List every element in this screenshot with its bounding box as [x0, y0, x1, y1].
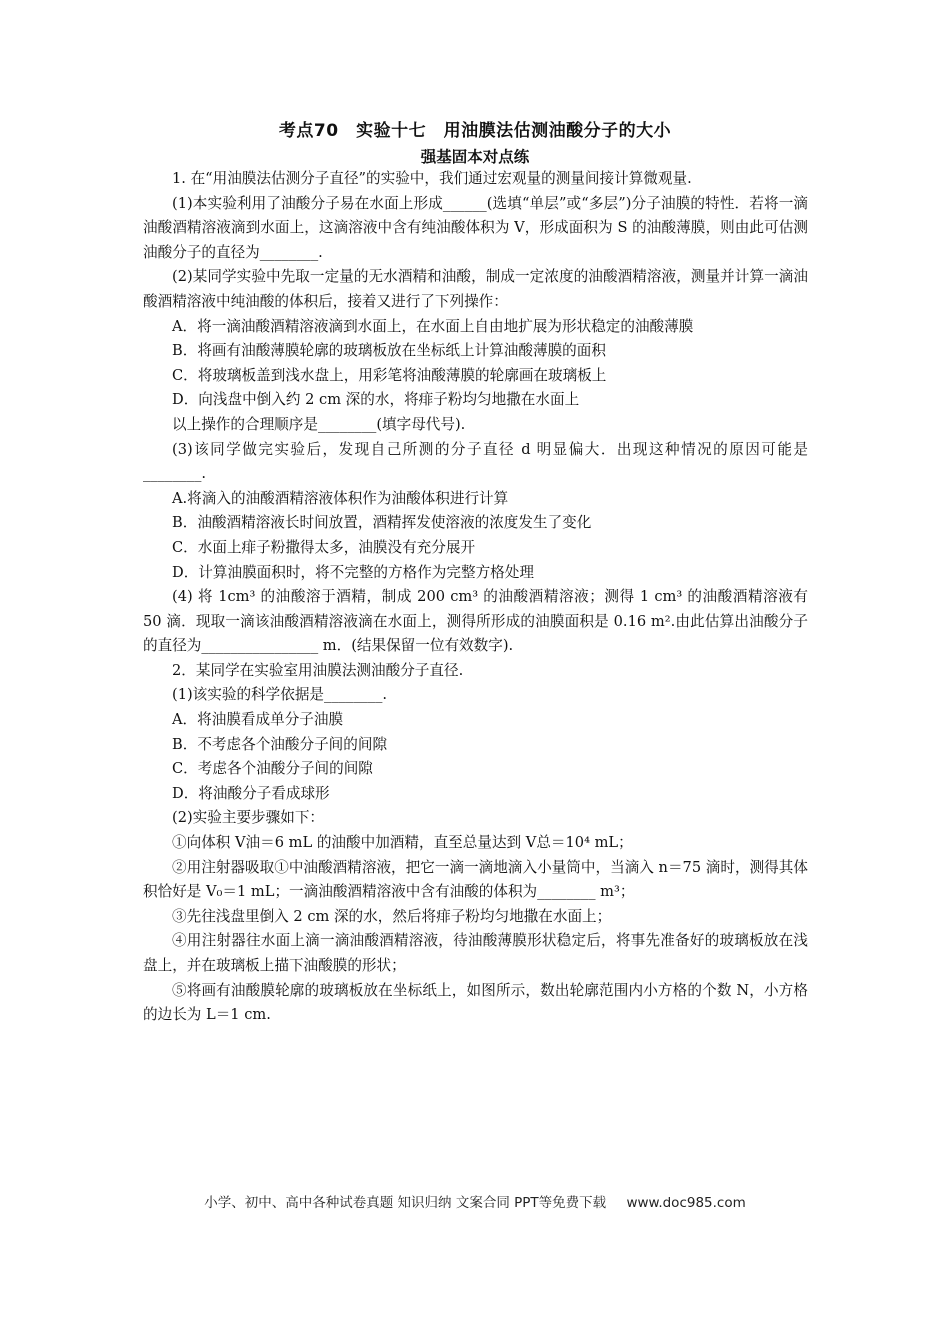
- text-line: C．考虑各个油酸分子间的间隙: [172, 760, 373, 778]
- text-line: B．不考虑各个油酸分子间的间隙: [172, 735, 388, 753]
- text-line: ①向体积 V油＝6 mL 的油酸中加酒精，直至总量达到 V总＝10⁴ mL；: [172, 834, 633, 852]
- section-subtitle: 强基固本对点练: [420, 148, 530, 166]
- page-footer: [0, 1191, 950, 1211]
- text-line: A．将油膜看成单分子油膜: [172, 711, 344, 729]
- text-line: D．将油酸分子看成球形: [172, 784, 330, 802]
- text-line: (2)某同学实验中先取一定量的无水酒精和油酸，制成一定浓度的油酸酒精溶液，测量并计算一滴油酸酒精溶液中纯油酸的体积后，接着又进行了下列操作：: [143, 268, 808, 310]
- footer-description: 小学、初中、高中各种试卷真题 知识归纳 文案合同 PPT等免费下载: [204, 1195, 607, 1211]
- text-line: (2)实验主要步骤如下：: [172, 809, 325, 827]
- text-line: D．计算油膜面积时，将不完整的方格作为完整方格处理: [172, 563, 534, 581]
- question-content: [143, 167, 808, 1028]
- text-line: ②用注射器吸取①中油酸酒精溶液，把它一滴一滴地滴入小量筒中，当滴入 n＝75 滴时，测得其体积恰好是 V₀＝1 mL；一滴油酸酒精溶液中含有油酸的体积为________ m³；: [143, 858, 808, 901]
- text-line: C．水面上痱子粉撒得太多，油膜没有充分展开: [172, 538, 476, 556]
- text-line: ④用注射器往水面上滴一滴油酸酒精溶液，待油酸薄膜形状稳定后，将事先准备好的玻璃板放在浅盘上，并在玻璃板上描下油酸膜的形状；: [143, 932, 808, 974]
- text-line: B．将画有油酸薄膜轮廓的玻璃板放在坐标纸上计算油酸薄膜的面积: [172, 342, 606, 360]
- text-line: ③先往浅盘里倒入 2 cm 深的水，然后将痱子粉均匀地撒在水面上；: [172, 907, 612, 925]
- text-line: (1)该实验的科学依据是________.: [172, 686, 388, 704]
- text-line: C．将玻璃板盖到浅水盘上，用彩笔将油酸薄膜的轮廓画在玻璃板上: [172, 366, 607, 384]
- text-line: 以上操作的合理顺序是________(填字母代号).: [172, 415, 466, 433]
- text-line: A．将一滴油酸酒精溶液滴到水面上，在水面上自由地扩展为形状稳定的油酸薄膜: [172, 317, 694, 335]
- footer-website-link[interactable]: www.doc985.com: [626, 1195, 746, 1211]
- text-line: A.将滴入的油酸酒精溶液体积作为油酸体积进行计算: [172, 489, 509, 507]
- text-line: 2．某同学在实验室用油膜法测油酸分子直径.: [172, 661, 464, 679]
- text-line: D．向浅盘中倒入约 2 cm 深的水，将痱子粉均匀地撒在水面上: [172, 391, 580, 409]
- text-line: (4) 将 1cm³ 的油酸溶于酒精，制成 200 cm³ 的油酸酒精溶液；测得 1 cm³ 的油酸酒精溶液有 50 滴．现取一滴该油酸酒精溶液滴在水面上，测得所形成的油膜面积是 0.16 m².由此估算出油酸分子的直径为________________ m．(结果保留一位有效数字).: [143, 588, 808, 655]
- text-line: (3)该同学做完实验后，发现自己所测的分子直径 d 明显偏大．出现这种情况的原因可能是________.: [143, 440, 808, 483]
- text-line: B．油酸酒精溶液长时间放置，酒精挥发使溶液的浓度发生了变化: [172, 514, 592, 532]
- page-title: 考点70 实验十七 用油膜法估测油酸分子的大小: [278, 121, 672, 141]
- text-line: ⑤将画有油酸膜轮廓的玻璃板放在坐标纸上，如图所示，数出轮廓范围内小方格的个数 N，小方格的边长为 L＝1 cm.: [143, 981, 808, 1024]
- text-line: 1. 在“用油膜法估测分子直径”的实验中，我们通过宏观量的测量间接计算微观量.: [172, 170, 692, 187]
- text-line: (1)本实验利用了油酸分子易在水面上形成______(选填“单层”或“多层”)分子油膜的特性．若将一滴油酸酒精溶液滴到水面上，这滴溶液中含有纯油酸体积为 V，形成面积为 S 的油酸薄膜，则由此可估测油酸分子的直径为________.: [143, 194, 808, 261]
